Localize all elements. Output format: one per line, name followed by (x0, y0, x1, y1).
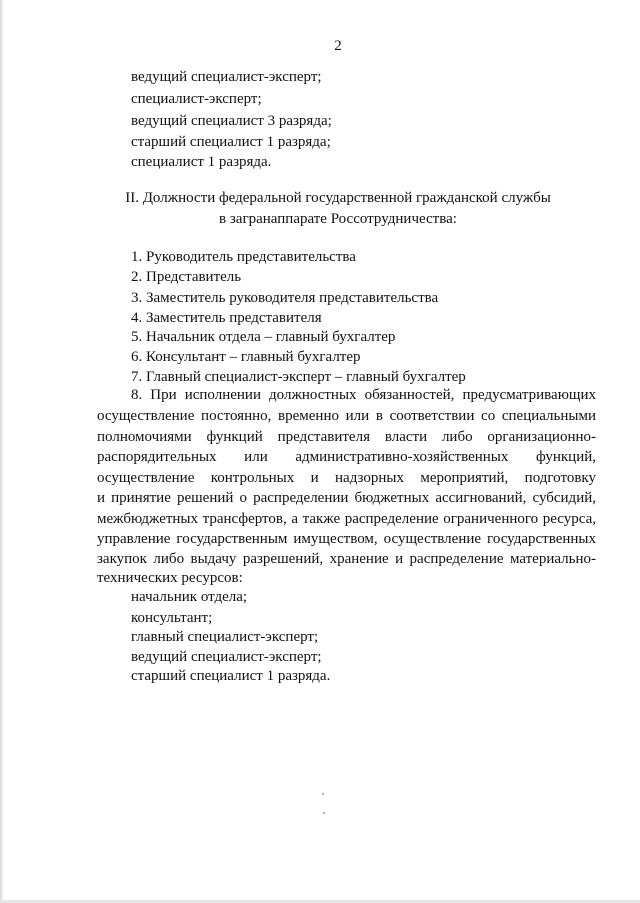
scan-edge-left (0, 0, 4, 903)
item8-line: межбюджетных трансфертов, а также распределение ограниченного ресурса, (97, 511, 596, 527)
bottom-list-item: главный специалист-эксперт; (131, 629, 319, 645)
item8-line: технических ресурсов: (97, 570, 243, 586)
bottom-list-item: старший специалист 1 разряда. (131, 668, 331, 684)
item8-line: закупок либо выдачу разрешений, хранение и распределение материально- (97, 551, 596, 567)
item8-line: осуществление контрольных и надзорных мероприятий, подготовку (97, 470, 596, 486)
numbered-item: 3. Заместитель руководителя представительства (131, 290, 439, 306)
scan-speck (323, 812, 325, 814)
numbered-item: 2. Представитель (131, 269, 242, 285)
bottom-list-item: консультант; (131, 610, 213, 626)
item8-line: управление государственным имуществом, осуществление государственных (97, 531, 596, 547)
section-heading-line1: II. Должности федеральной государственной гражданской службы (125, 190, 551, 206)
bottom-list-item: ведущий специалист-эксперт; (131, 649, 322, 665)
scan-speck (322, 793, 324, 795)
section-heading-line2: в загранаппарате Россотрудничества: (219, 211, 457, 227)
top-list-item: специалист-эксперт; (131, 91, 262, 107)
top-list-item: старший специалист 1 разряда; (131, 134, 331, 150)
bottom-list-item: начальник отдела; (131, 589, 248, 605)
numbered-item: 4. Заместитель представителя (131, 310, 322, 326)
numbered-item: 6. Консультант – главный бухгалтер (131, 349, 361, 365)
item8-line: распорядительных или административно-хозяйственных функций, (97, 449, 596, 465)
top-list-item: специалист 1 разряда. (131, 154, 272, 170)
item8-line: полномочиями функций представителя власти либо организационно- (97, 429, 596, 445)
top-list-item: ведущий специалист 3 разряда; (131, 113, 332, 129)
numbered-item: 7. Главный специалист-эксперт – главный бухгалтер (131, 369, 466, 385)
item8-line: 8. При исполнении должностных обязанностей, предусматривающих (131, 387, 596, 403)
numbered-item: 5. Начальник отдела – главный бухгалтер (131, 329, 396, 345)
numbered-item: 1. Руководитель представительства (131, 249, 356, 265)
page-number: 2 (334, 38, 342, 54)
item8-line: осуществление постоянно, временно или в соответствии со специальными (97, 408, 596, 424)
top-list-item: ведущий специалист-эксперт; (131, 69, 322, 85)
item8-line: и принятие решений о распределении бюджетных ассигнований, субсидий, (97, 490, 596, 506)
